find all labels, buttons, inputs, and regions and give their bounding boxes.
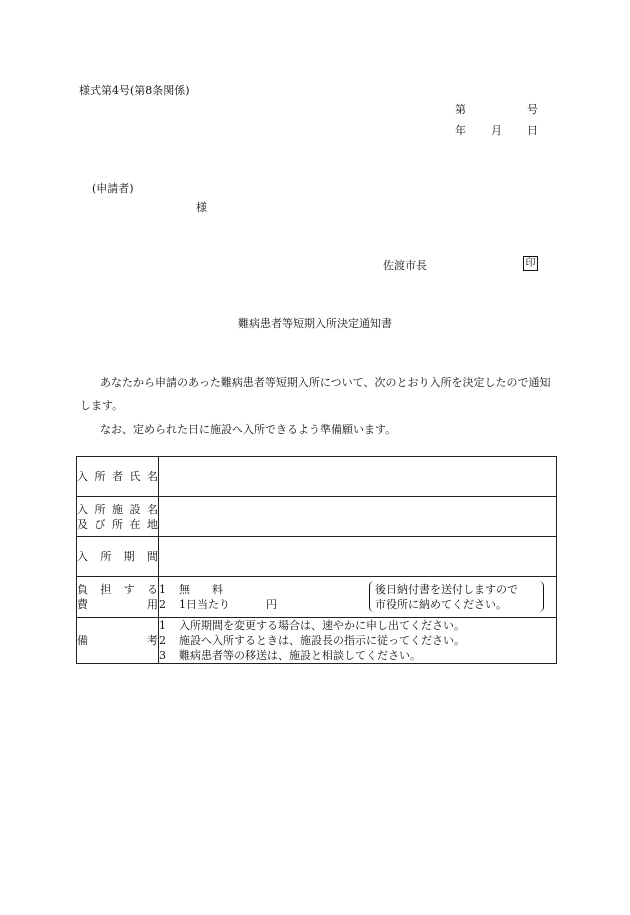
fee-option-2-text: 1日当たり	[179, 598, 230, 611]
honorific: 様	[196, 201, 207, 214]
name-label-cell	[77, 457, 159, 497]
facility-label-cell	[77, 497, 159, 537]
label-char: 担	[100, 583, 112, 596]
remark-item	[159, 633, 556, 648]
label-char: 用	[147, 598, 158, 611]
fee-note-line-1: 後日納付書を送付しますので	[375, 583, 518, 596]
fee-note-bracket	[369, 581, 544, 612]
label-char: 考	[147, 634, 158, 647]
label-char: び	[94, 517, 106, 531]
label-char: 入	[77, 502, 88, 516]
label-char: 及	[77, 517, 88, 531]
label-char: 名	[147, 502, 158, 516]
label-char: 期	[123, 550, 135, 563]
label-char: 間	[146, 550, 158, 563]
remarks-label-cell	[77, 618, 159, 664]
table-row-remarks	[77, 618, 557, 664]
applicant-label: (申請者)	[92, 182, 134, 195]
label-char: る	[146, 583, 158, 596]
date-month: 月	[491, 124, 502, 137]
number-suffix: 号	[527, 103, 538, 116]
label-char: 所	[94, 470, 106, 483]
label-char: 所	[100, 550, 112, 563]
body-paragraph-2: なお、定められた日に施設へ入所できるよう準備願います。	[100, 423, 397, 436]
remark-text: 入所期間を変更する場合は、速やかに申し出てください。	[179, 619, 465, 632]
seal-stamp: 印	[523, 256, 538, 271]
label-char: 地	[147, 517, 158, 531]
remark-item	[159, 648, 556, 663]
fee-option-2-num: 2	[159, 598, 166, 611]
table-row-facility	[77, 497, 557, 537]
label-char: 所	[94, 502, 106, 516]
table-row-fee	[77, 577, 557, 618]
date-year: 年	[455, 124, 466, 137]
number-prefix: 第	[455, 103, 466, 116]
name-label	[77, 469, 158, 484]
label-char: 者	[112, 470, 123, 483]
label-char: 所	[112, 517, 123, 531]
fee-option-1-text: 無	[179, 583, 190, 596]
label-char: 費	[77, 598, 88, 611]
facility-label-line-1	[77, 502, 158, 517]
facility-label-line-2	[77, 517, 158, 532]
fee-label-line-2	[77, 597, 158, 612]
label-char: 負	[77, 583, 88, 596]
fee-option-1-num: 1	[159, 583, 166, 596]
remarks-label	[77, 633, 158, 648]
issuer-mayor: 佐渡市長	[383, 259, 427, 272]
period-label	[77, 549, 158, 564]
body-paragraph-1: あなたから申請のあった難病患者等短期入所について、次のとおり入所を決定したので通知します。	[80, 376, 551, 412]
label-char: 備	[77, 634, 88, 647]
decision-table	[76, 456, 557, 664]
label-char: す	[123, 583, 135, 596]
date-line	[455, 125, 538, 136]
fee-label-line-1	[77, 582, 158, 597]
date-day: 日	[527, 124, 538, 137]
form-label: 様式第4号(第8条関係)	[79, 84, 190, 97]
document-number-line	[455, 104, 538, 115]
fee-value-cell	[159, 577, 557, 618]
remark-text: 難病患者等の移送は、施設と相談してください。	[179, 649, 421, 662]
document-title: 難病患者等短期入所決定通知書	[238, 317, 392, 330]
facility-value-cell	[159, 497, 557, 537]
name-value-cell	[159, 457, 557, 497]
remark-text: 施設へ入所するときは、施設長の指示に従ってください。	[179, 634, 465, 647]
label-char: 入	[77, 470, 88, 483]
label-char: 名	[147, 470, 158, 483]
fee-option-1-unit: 料	[212, 583, 223, 596]
remark-num: 2	[159, 634, 166, 647]
period-value-cell	[159, 537, 557, 577]
remarks-value-cell	[159, 618, 557, 664]
fee-note-line-2: 市役所に納めてください。	[375, 598, 507, 611]
fee-option-2-unit: 円	[266, 598, 277, 611]
label-char: 在	[129, 517, 141, 531]
label-char: 氏	[129, 470, 141, 483]
label-char: 設	[129, 502, 141, 516]
remark-num: 3	[159, 649, 166, 662]
remark-num: 1	[159, 619, 166, 632]
fee-label-cell	[77, 577, 159, 618]
label-char: 入	[77, 550, 88, 563]
remark-item	[159, 618, 556, 633]
table-row-period	[77, 537, 557, 577]
period-label-cell	[77, 537, 159, 577]
label-char: 施	[112, 502, 123, 516]
table-row-name	[77, 457, 557, 497]
